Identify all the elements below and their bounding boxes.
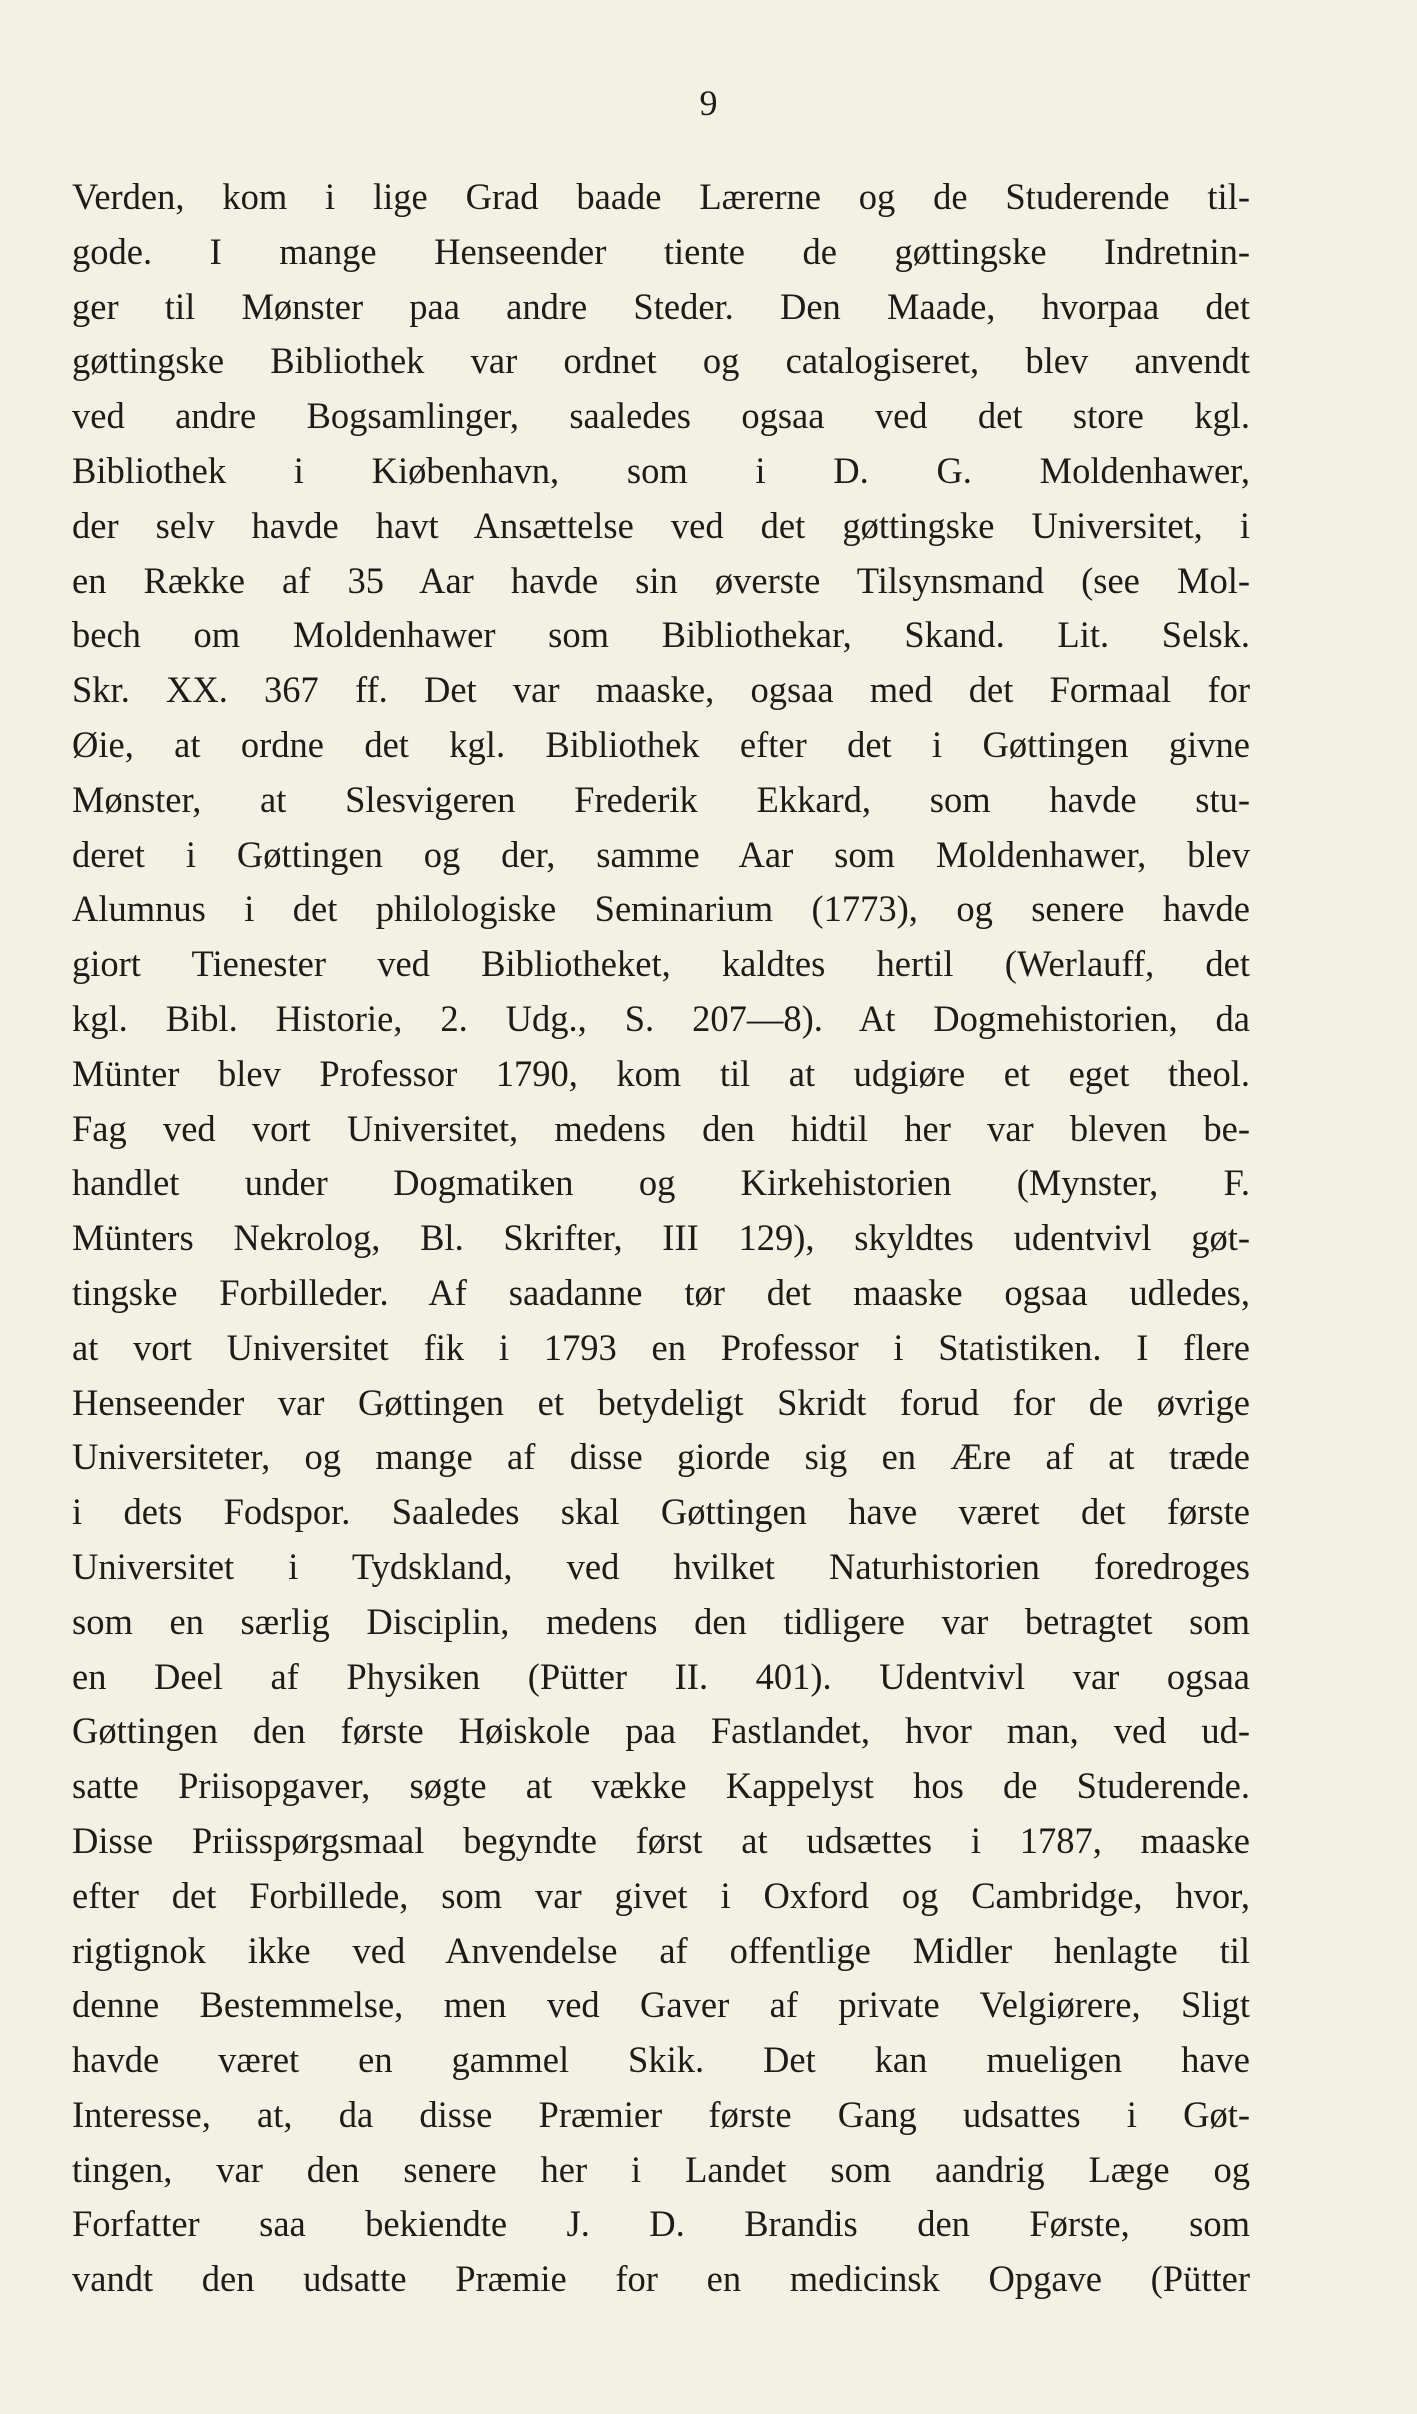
text-line: tingske Forbilleder. Af saadanne tør det maaske ogsaa udledes, [72, 1271, 1250, 1313]
text-line: Fag ved vort Universitet, medens den hidtil her var bleven be- [72, 1107, 1250, 1149]
body-text [72, 170, 1250, 2307]
text-line: gøttingske Bibliothek var ordnet og catalogiseret, blev anvendt [72, 340, 1250, 382]
text-line: handlet under Dogmatiken og Kirkehistorien (Mynster, F. [72, 1162, 1250, 1204]
text-line: Universiteter, og mange af disse giorde sig en Ære af at træde [72, 1436, 1250, 1478]
text-line: som en særlig Disciplin, medens den tidligere var betragtet som [72, 1600, 1250, 1642]
text-line: Forfatter saa bekiendte J. D. Brandis den Første, som [72, 2203, 1250, 2245]
text-line: Øie, at ordne det kgl. Bibliothek efter det i Gøttingen givne [72, 723, 1250, 765]
text-line: kgl. Bibl. Historie, 2. Udg., S. 207—8). At Dogmehistorien, da [72, 997, 1250, 1039]
text-line: Münter blev Professor 1790, kom til at udgiøre et eget theol. [72, 1052, 1250, 1094]
text-line: der selv havde havt Ansættelse ved det gøttingske Universitet, i [72, 504, 1250, 546]
text-line: gode. I mange Henseender tiente de gøttingske Indretnin- [72, 230, 1250, 272]
text-line: Disse Priisspørgsmaal begyndte først at udsættes i 1787, maaske [72, 1819, 1250, 1861]
text-line: Gøttingen den første Høiskole paa Fastlandet, hvor man, ved ud- [72, 1710, 1250, 1752]
text-line: at vort Universitet fik i 1793 en Professor i Statistiken. I flere [72, 1326, 1250, 1368]
text-line: tingen, var den senere her i Landet som aandrig Læge og [72, 2148, 1250, 2190]
text-line: giort Tienester ved Bibliotheket, kaldtes hertil (Werlauff, det [72, 943, 1250, 985]
text-line: Alumnus i det philologiske Seminarium (1773), og senere havde [72, 888, 1250, 930]
text-line: havde været en gammel Skik. Det kan mueligen have [72, 2039, 1250, 2081]
text-line: Henseender var Gøttingen et betydeligt Skridt forud for de øvrige [72, 1381, 1250, 1423]
text-line: Universitet i Tydskland, ved hvilket Naturhistorien foredroges [72, 1545, 1250, 1587]
text-line: ger til Mønster paa andre Steder. Den Maade, hvorpaa det [72, 285, 1250, 327]
text-line: en Deel af Physiken (Pütter II. 401). Udentvivl var ogsaa [72, 1655, 1250, 1697]
text-line: Mønster, at Slesvigeren Frederik Ekkard, som havde stu- [72, 778, 1250, 820]
page-number: 9 [699, 83, 718, 123]
text-line: Verden, kom i lige Grad baade Lærerne og de Studerende til- [72, 176, 1250, 217]
text-line: rigtignok ikke ved Anvendelse af offentlige Midler henlagte til [72, 1929, 1250, 1971]
text-line: deret i Gøttingen og der, samme Aar som Moldenhawer, blev [72, 833, 1250, 875]
text-line: en Række af 35 Aar havde sin øverste Tilsynsmand (see Mol- [72, 559, 1250, 601]
text-line: ved andre Bogsamlinger, saaledes ogsaa ved det store kgl. [72, 395, 1250, 437]
text-line: Skr. XX. 367 ff. Det var maaske, ogsaa med det Formaal for [72, 669, 1250, 711]
text-line: Bibliothek i Kiøbenhavn, som i D. G. Moldenhawer, [72, 449, 1250, 491]
text-line: Interesse, at, da disse Præmier første Gang udsattes i Gøt- [72, 2093, 1250, 2135]
text-line: vandt den udsatte Præmie for en medicinsk Opgave (Pütter [72, 2258, 1250, 2300]
text-line: satte Priisopgaver, søgte at vække Kappelyst hos de Studerende. [72, 1765, 1250, 1807]
text-line: denne Bestemmelse, men ved Gaver af private Velgiørere, Sligt [72, 1984, 1250, 2026]
text-line: bech om Moldenhawer som Bibliothekar, Skand. Lit. Selsk. [72, 614, 1250, 656]
text-line: Münters Nekrolog, Bl. Skrifter, III 129), skyldtes udentvivl gøt- [72, 1217, 1250, 1259]
text-line: i dets Fodspor. Saaledes skal Gøttingen have været det første [72, 1491, 1250, 1533]
text-line: efter det Forbillede, som var givet i Oxford og Cambridge, hvor, [72, 1874, 1250, 1916]
